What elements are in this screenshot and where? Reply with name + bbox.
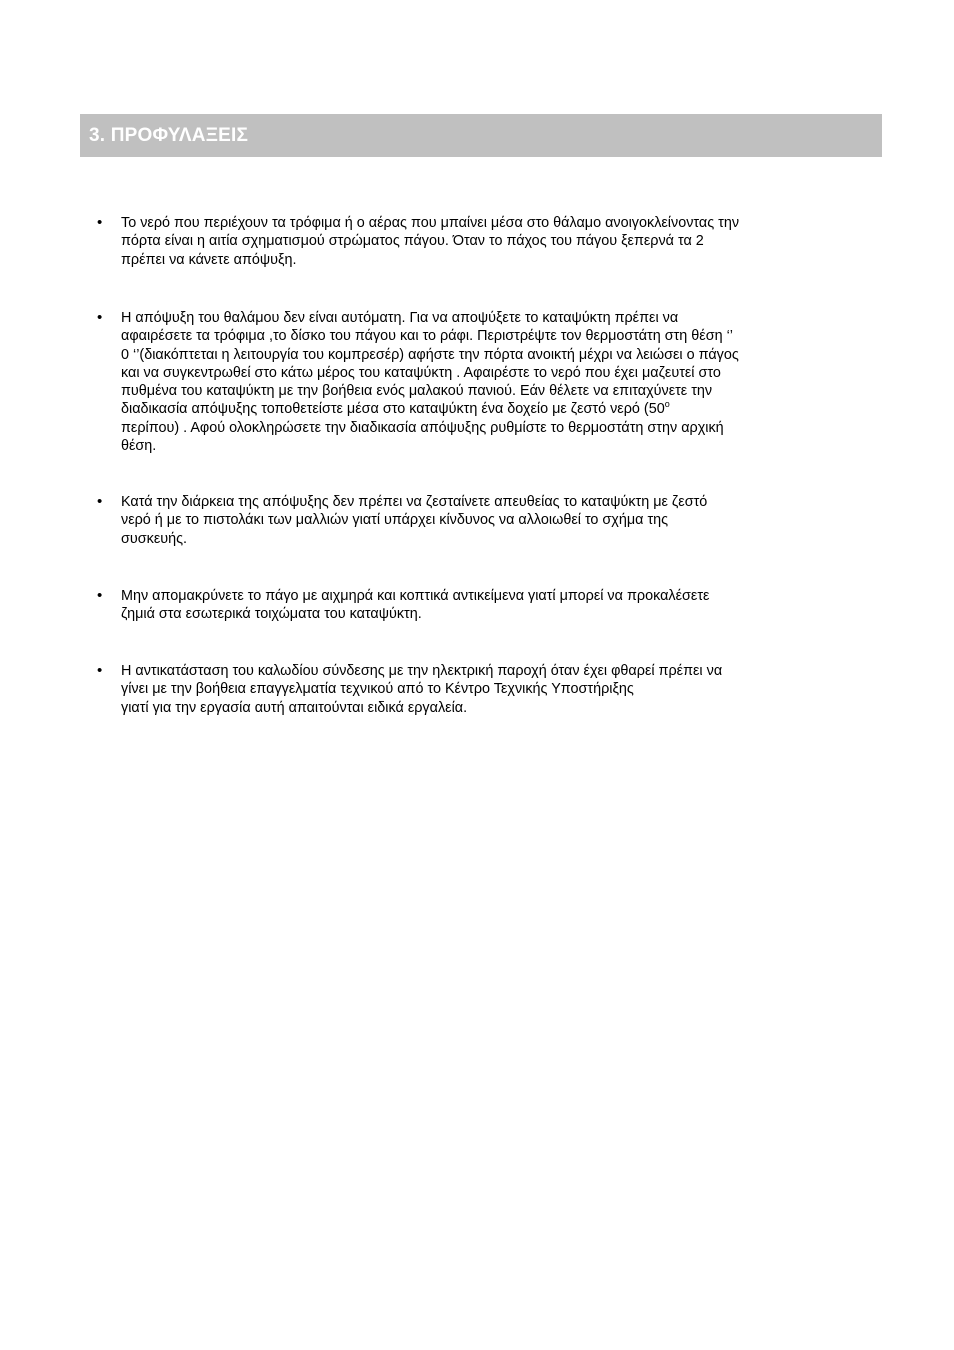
list-item-text-part: περίπου) . Αφού ολοκληρώσετε την διαδικασία απόψυξης ρυθμίστε το θερμοστάτη στην αρχική θέση.: [121, 419, 724, 455]
list-item-text: [121, 309, 821, 455]
degree-superscript: ο: [664, 399, 670, 410]
list-item-text: Το νερό που περιέχουν τα τρόφιμα ή ο αέρας που μπαίνει μέσα στο θάλαμο ανοιγοκλείνοντας την πόρτα είναι η αιτία σχηματισμού στρώματος πάγου. Όταν το πάχος του πάγου ξεπερνά τα 2 πρέπει να κάνετε απόψυξη.: [121, 215, 740, 268]
section-header-bar: [80, 114, 882, 157]
bullet-icon: •: [97, 662, 103, 679]
list-item-text: Μην απομακρύνετε το πάγο με αιχμηρά και κοπτικά αντικείμενα γιατί μπορεί να προκαλέσετε ζημιά στα εσωτερικά τοιχώματα του καταψύκτη.: [121, 588, 710, 623]
list-item-text-part: Η απόψυξη του θαλάμου δεν είναι αυτόματη. Για να αποψύξετε το καταψύκτη πρέπει να αφαιρέσετε τα τρόφιμα ,το δίσκο του πάγου και το ράφι. Περιστρέψτε τον θερμοστάτη στη θέση ‘’ 0 ‘’(διακόπτεται η λειτουργία του κομπρεσέρ) αφήστε την πόρτα ανοικτή μέχρι να λειώσει ο πάγος και να συγκεντρωθεί στο κάτω μέρος του καταψύκτη . Αφαιρέστε το νερό που έχει μαζευτεί στο πυθμένα του καταψύκτη με την βοήθεια ενός μαλακού πανιού. Εάν θέλετε να επιταχύνετε την διαδικασία απόψυξης τοποθετείστε μέσα στο καταψύκτη ένα δοχείο με ζεστό νερό (50: [121, 310, 739, 418]
bullet-icon: •: [97, 214, 103, 231]
bullet-icon: •: [97, 309, 103, 326]
list-item-text: Η αντικατάσταση του καλωδίου σύνδεσης με την ηλεκτρική παροχή όταν έχει φθαρεί πρέπει να γίνει με την βοήθεια επαγγελματία τεχνικού από το Κέντρο Τεχνικής Υποστήριξης γιατί για την εργασία αυτή απαιτούνται ειδικά εργαλεία.: [121, 663, 723, 716]
bullet-icon: •: [97, 493, 103, 510]
list-item-text: Κατά την διάρκεια της απόψυξης δεν πρέπει να ζεσταίνετε απευθείας το καταψύκτη με ζεστό νερό ή με το πιστολάκι των μαλλιών γιατί υπάρχει κίνδυνος να αλλοιωθεί το σχήμα της συσκευής.: [121, 494, 708, 547]
bullet-icon: •: [97, 587, 103, 604]
section-title: 3. ΠΡΟΦΥΛΑΞΕΙΣ: [89, 124, 249, 146]
